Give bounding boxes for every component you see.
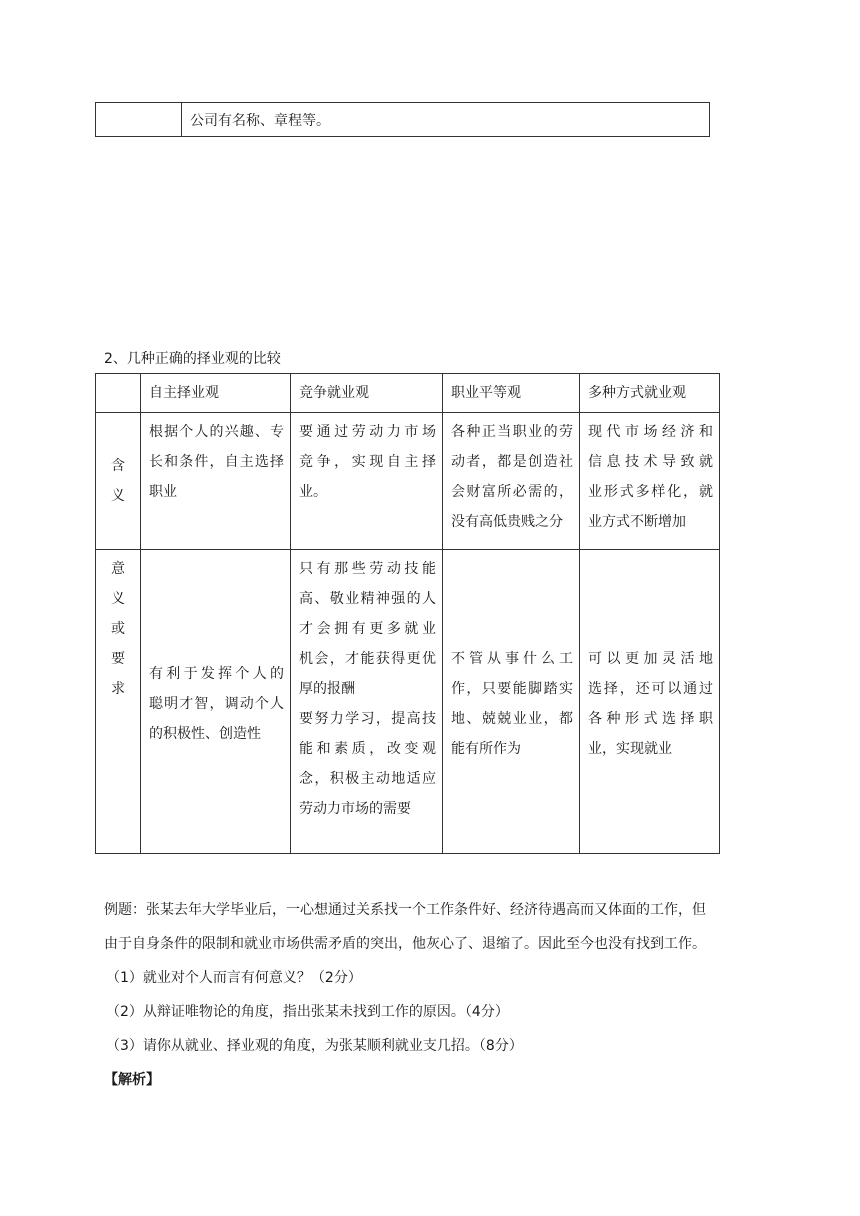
row-header-char: 或 xyxy=(111,621,125,637)
requirement-row xyxy=(96,550,720,854)
cell-line: 念，积极主动地适应 xyxy=(299,771,436,787)
cell-line: 能和素质，改变观 xyxy=(299,741,436,757)
header-row xyxy=(96,374,720,413)
cell-line: 竞争，实现自主择 xyxy=(299,454,436,470)
cell-line: 能有所作为 xyxy=(451,740,521,757)
cell-line: 厚的报酬 xyxy=(299,681,355,697)
table-cell xyxy=(291,413,443,550)
row-header xyxy=(96,413,141,550)
table-cell-empty xyxy=(96,103,182,137)
meaning-row xyxy=(96,413,720,550)
column-header: 自主择业观 xyxy=(141,374,291,413)
comparison-table xyxy=(95,373,720,854)
cell-line: 业方式不断增加 xyxy=(588,514,686,530)
question-item: （1）就业对个人而言有何意义？（2分） xyxy=(106,970,362,986)
row-header-char: 求 xyxy=(111,681,125,697)
cell-line: 动者，都是创造社 xyxy=(451,454,573,470)
table-cell xyxy=(580,550,720,854)
cell-line: 不管从事什么工 xyxy=(451,650,573,667)
cell-line: 机会，才能获得更优 xyxy=(299,651,436,667)
table-cell xyxy=(580,413,720,550)
cell-line: 要通过劳动力市场 xyxy=(299,424,436,440)
question-item: （2）从辩证唯物论的角度，指出张某未找到工作的原因。（4分） xyxy=(106,1004,509,1020)
row-header-char: 要 xyxy=(111,651,125,667)
cell-line: 高、敬业精神强的人 xyxy=(299,591,436,607)
cell-line: 现代市场经济和 xyxy=(588,424,713,440)
table-cell xyxy=(141,550,291,854)
cell-line: 没有高低贵贱之分 xyxy=(451,514,563,530)
row-header-char: 含 xyxy=(111,458,125,474)
section-title: 2、几种正确的择业观的比较 xyxy=(104,351,281,367)
cell-line: 要努力学习，提高技 xyxy=(299,711,436,727)
table-cell xyxy=(443,413,580,550)
cell-line: 各种形式选择职 xyxy=(588,710,713,727)
cell-line: 有利于发挥个人的 xyxy=(149,665,284,682)
cell-line: 根据个人的兴趣、专 xyxy=(149,424,284,440)
cell-line: 可以更加灵活地 xyxy=(588,650,713,667)
table-cell xyxy=(141,413,291,550)
column-header: 职业平等观 xyxy=(443,374,580,413)
cell-line: 地、兢兢业业，都 xyxy=(451,710,573,727)
cell-line: 长和条件，自主选择 xyxy=(149,454,284,470)
analysis-label: 【解析】 xyxy=(104,1072,160,1088)
cell-line: 信息技术导致就 xyxy=(588,454,713,470)
row-header-char: 义 xyxy=(111,591,125,607)
table-row xyxy=(96,103,710,137)
cell-line: 职业 xyxy=(149,484,177,500)
column-header: 竞争就业观 xyxy=(291,374,443,413)
cell-line: 业形式多样化，就 xyxy=(588,484,713,500)
cell-line: 选择，还可以通过 xyxy=(588,680,713,697)
cell-line: 业，实现就业 xyxy=(588,740,672,757)
row-header-char: 意 xyxy=(111,561,125,577)
cell-line: 劳动力市场的需要 xyxy=(299,801,411,817)
example-intro: 例题：张某去年大学毕业后，一心想通过关系找一个工作条件好、经济待遇高而又体面的工作，但 xyxy=(104,902,706,918)
table-cell xyxy=(291,550,443,854)
cell-line: 各种正当职业的劳 xyxy=(451,424,573,440)
cell-line: 聪明才智，调动个人 xyxy=(149,695,284,712)
cell-line: 才会拥有更多就业 xyxy=(299,621,436,637)
row-header xyxy=(96,550,141,854)
cell-line: 业。 xyxy=(299,484,327,500)
question-item: （3）请你从就业、择业观的角度，为张某顺利就业支几招。（8分） xyxy=(106,1038,523,1054)
row-header-char: 义 xyxy=(111,488,125,504)
table-cell: 公司有名称、章程等。 xyxy=(182,103,710,137)
cell-line: 的积极性、创造性 xyxy=(149,725,261,742)
corner-cell xyxy=(96,374,141,413)
example-intro: 由于自身条件的限制和就业市场供需矛盾的突出，他灰心了、退缩了。因此至今也没有找到工作。 xyxy=(104,936,706,952)
cell-line: 会财富所必需的， xyxy=(451,484,573,500)
continued-table xyxy=(95,102,710,137)
cell-line: 只有那些劳动技能 xyxy=(299,561,436,577)
example-question xyxy=(104,893,774,1097)
column-header: 多种方式就业观 xyxy=(580,374,720,413)
table-cell xyxy=(443,550,580,854)
cell-line: 作，只要能脚踏实 xyxy=(451,680,573,697)
